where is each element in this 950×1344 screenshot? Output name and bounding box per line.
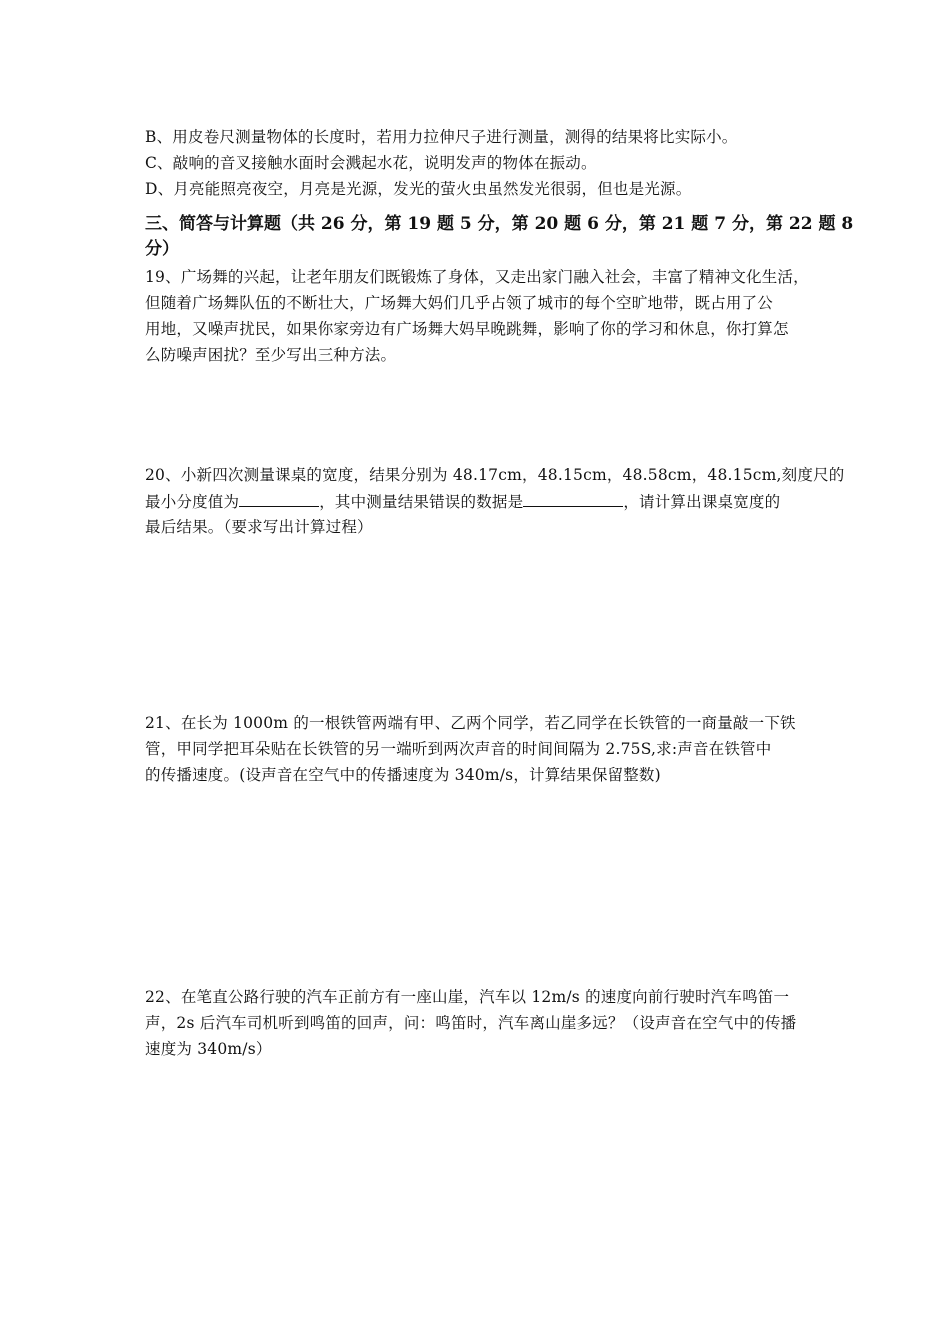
section-heading-line1: 三、简答与计算题（共 26 分，第 19 题 5 分，第 20 题 6 分，第 21 题 7 分，第 22 题 8 bbox=[145, 214, 854, 234]
q21-line1: 21、在长为 1000m 的一根铁管两端有甲、乙两个同学，若乙同学在长铁管的一商量敲一下铁 bbox=[145, 714, 796, 732]
q22-line1: 22、在笔直公路行驶的汽车正前方有一座山崖，汽车以 12m/s 的速度向前行驶时汽车鸣笛一 bbox=[145, 988, 790, 1006]
section-heading-line2: 分） bbox=[145, 239, 179, 259]
q20-line2-part3: ，请计算出课桌宽度的 bbox=[623, 493, 781, 511]
q19-line1: 19、广场舞的兴起，让老年朋友们既锻炼了身体，又走出家门融入社会，丰富了精神文化生活， bbox=[145, 268, 809, 286]
q20-line2 bbox=[145, 488, 815, 515]
option-d: D、月亮能照亮夜空，月亮是光源，发光的萤火虫虽然发光很弱，但也是光源。 bbox=[145, 180, 692, 198]
option-b: B、用皮卷尺测量物体的长度时，若用力拉伸尺子进行测量，测得的结果将比实际小。 bbox=[145, 128, 738, 146]
q20-line2-part1: 最小分度值为 bbox=[145, 493, 240, 511]
q21-line2: 管，甲同学把耳朵贴在长铁管的另一端听到两次声音的时间间隔为 2.75S,求:声音在铁管中 bbox=[145, 740, 772, 758]
q20-line2-part2: ，其中测量结果错误的数据是 bbox=[319, 493, 524, 511]
answer-blank-wrong-data[interactable] bbox=[523, 488, 623, 507]
q22-line3: 速度为 340m/s） bbox=[145, 1040, 272, 1058]
q22-line2: 声，2s 后汽车司机听到鸣笛的回声，问：鸣笛时，汽车离山崖多远？（设声音在空气中的传播 bbox=[145, 1014, 797, 1032]
option-c: C、敲响的音叉接触水面时会溅起水花，说明发声的物体在振动。 bbox=[145, 154, 597, 172]
answer-blank-min-division[interactable] bbox=[239, 488, 319, 507]
q20-line3: 最后结果。（要求写出计算过程） bbox=[145, 518, 373, 536]
q20-line1: 20、小新四次测量课桌的宽度，结果分别为 48.17cm，48.15cm，48.58cm，48.15cm,刻度尺的 bbox=[145, 466, 845, 484]
q21-line3: 的传播速度。(设声音在空气中的传播速度为 340m/s，计算结果保留整数) bbox=[145, 766, 661, 784]
q19-line3: 用地，又噪声扰民，如果你家旁边有广场舞大妈早晚跳舞，影响了你的学习和休息，你打算怎 bbox=[145, 320, 789, 338]
q19-line2: 但随着广场舞队伍的不断壮大，广场舞大妈们几乎占领了城市的每个空旷地带，既占用了公 bbox=[145, 294, 774, 312]
q19-line4: 么防噪声困扰？至少写出三种方法。 bbox=[145, 346, 397, 364]
